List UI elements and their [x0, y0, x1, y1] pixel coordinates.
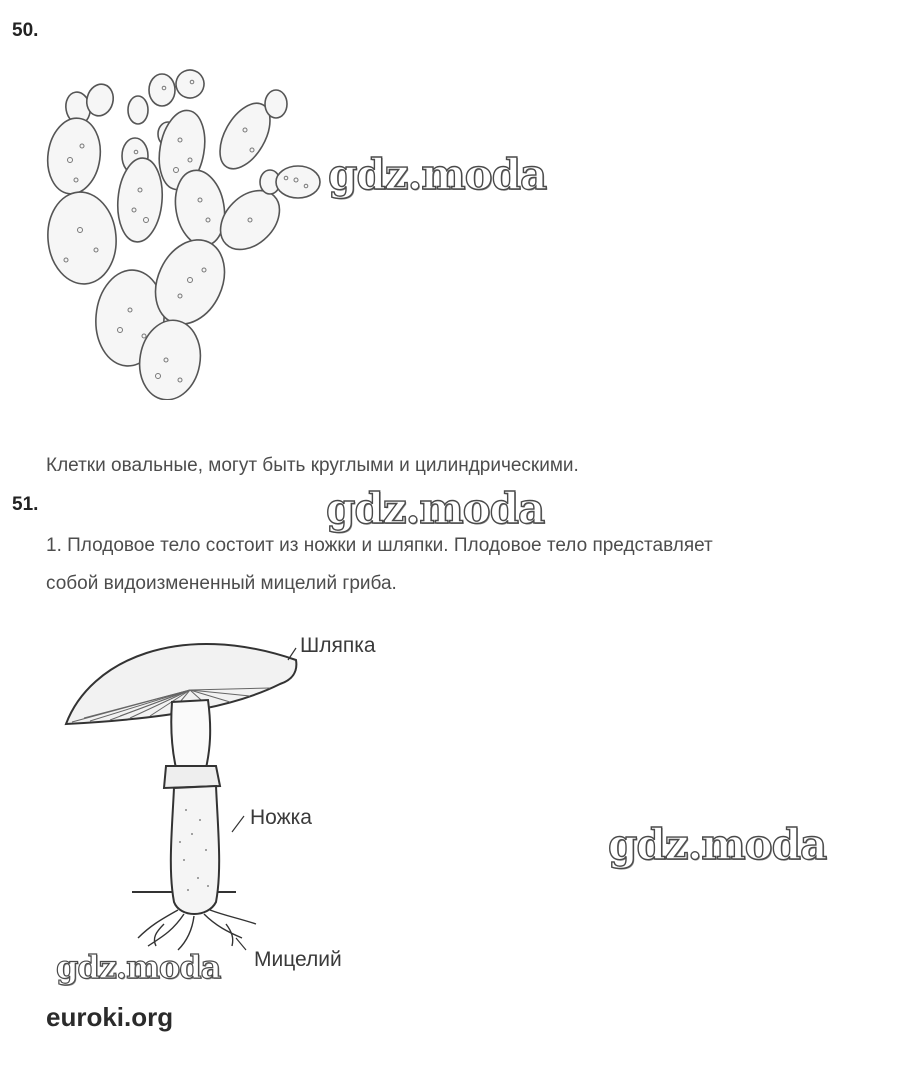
- watermark-4: gdz.moda: [56, 948, 221, 986]
- watermark-1: gdz.moda: [328, 150, 547, 199]
- mushroom-illustration: [60, 620, 320, 960]
- watermark-3: gdz.moda: [608, 820, 827, 869]
- task-50-answer: Клетки овальные, могут быть круглыми и цилиндрическими.: [46, 455, 579, 476]
- task-51-answer-line-1: 1. Плодовое тело состоит из ножки и шляпки. Плодовое тело представляет: [46, 535, 713, 556]
- yeast-cells-illustration: [40, 60, 340, 400]
- label-mycelium: Мицелий: [254, 948, 342, 971]
- site-footer: euroki.org: [46, 1002, 174, 1032]
- task-50-number: 50.: [12, 20, 39, 41]
- label-cap: Шляпка: [300, 634, 376, 657]
- task-51-number: 51.: [12, 494, 39, 515]
- watermark-2: gdz.moda: [326, 484, 545, 533]
- label-stem: Ножка: [250, 806, 312, 829]
- task-51-answer-line-2: собой видоизмененный мицелий гриба.: [46, 573, 397, 594]
